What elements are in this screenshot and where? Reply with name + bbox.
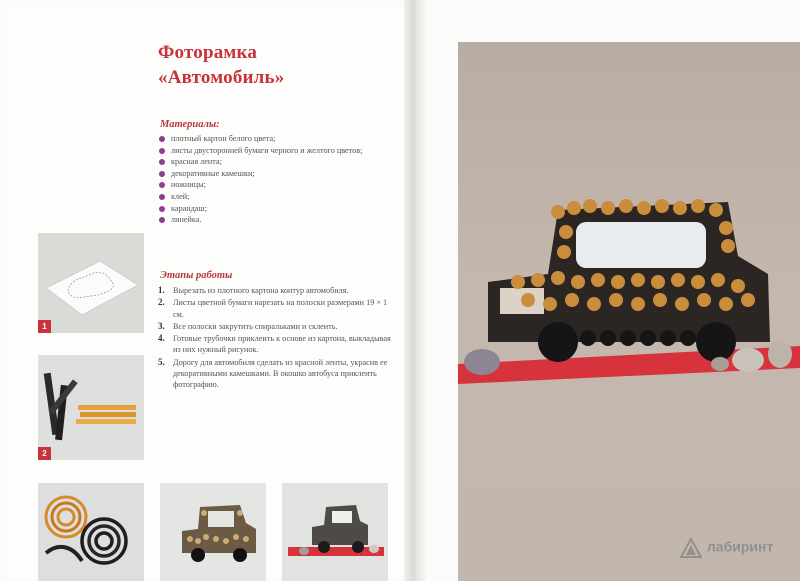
list-item: карандаш; xyxy=(158,203,398,215)
decor-stone xyxy=(464,349,500,375)
step-photo-car-coils xyxy=(160,483,266,581)
list-item: ножницы; xyxy=(158,179,398,191)
book-gutter xyxy=(404,0,426,581)
step-badge: 1 xyxy=(38,320,51,333)
materials-list xyxy=(158,133,398,226)
step-text: Листы цветной бумаги нарезать на полоски размерами 19 × 1 см. xyxy=(173,298,388,319)
steps-heading: Этапы работы xyxy=(160,270,233,281)
step-number: 1. xyxy=(158,285,165,295)
decor-stone xyxy=(732,348,764,372)
step-text: Вырезать из плотного картона контур автомобиля. xyxy=(173,286,349,295)
step-number: 5. xyxy=(158,356,165,367)
list-item: красная лента; xyxy=(158,156,398,168)
watermark-text: лабиринт xyxy=(706,538,774,555)
step-text: Все полоски закрутить спиральками и склеить. xyxy=(173,321,338,331)
list-item: клей; xyxy=(158,191,398,203)
car-quilling xyxy=(488,199,770,362)
decor-stone xyxy=(711,357,729,371)
list-item: плотный картон белого цвета; xyxy=(158,133,398,145)
step-badge: 2 xyxy=(38,447,51,460)
step-photo-cardboard-outline xyxy=(38,233,144,333)
watermark xyxy=(680,538,773,558)
step-number: 4. xyxy=(158,333,165,344)
labirint-logo-icon xyxy=(680,538,702,558)
list-item: декоративные камешки; xyxy=(158,168,398,180)
page-title-line1: Фоторамка xyxy=(158,42,258,63)
materials-heading: Материалы: xyxy=(160,119,220,130)
finished-frame-photo xyxy=(458,42,800,581)
step-text: Готовые трубочки приклеить к основе из картона, выкладывая из них нужный рисунок. xyxy=(173,334,391,355)
page-title-line2: «Автомобиль» xyxy=(158,67,285,88)
step-text: Дорогу для автомобиля сделать из красной ленты, украсив ее декоративными камешками. В окошко автобуса приклеить фотографию. xyxy=(173,357,388,390)
step-item xyxy=(158,357,398,391)
list-item: листы двусторонней бумаги черного и желтого цветов; xyxy=(158,145,398,157)
step-photo-car-road xyxy=(282,483,388,581)
step-item xyxy=(158,321,398,332)
step-item xyxy=(158,285,398,296)
step-item xyxy=(158,297,398,320)
step-number: 3. xyxy=(158,320,165,331)
list-item: линейка. xyxy=(158,214,398,226)
step-item xyxy=(158,333,398,356)
step-number: 2. xyxy=(158,297,165,308)
decor-stone xyxy=(768,340,792,368)
steps-list xyxy=(158,285,398,392)
page-title xyxy=(158,40,284,90)
step-photo-coils xyxy=(38,483,144,581)
step-photo-paper-strips xyxy=(38,355,144,460)
